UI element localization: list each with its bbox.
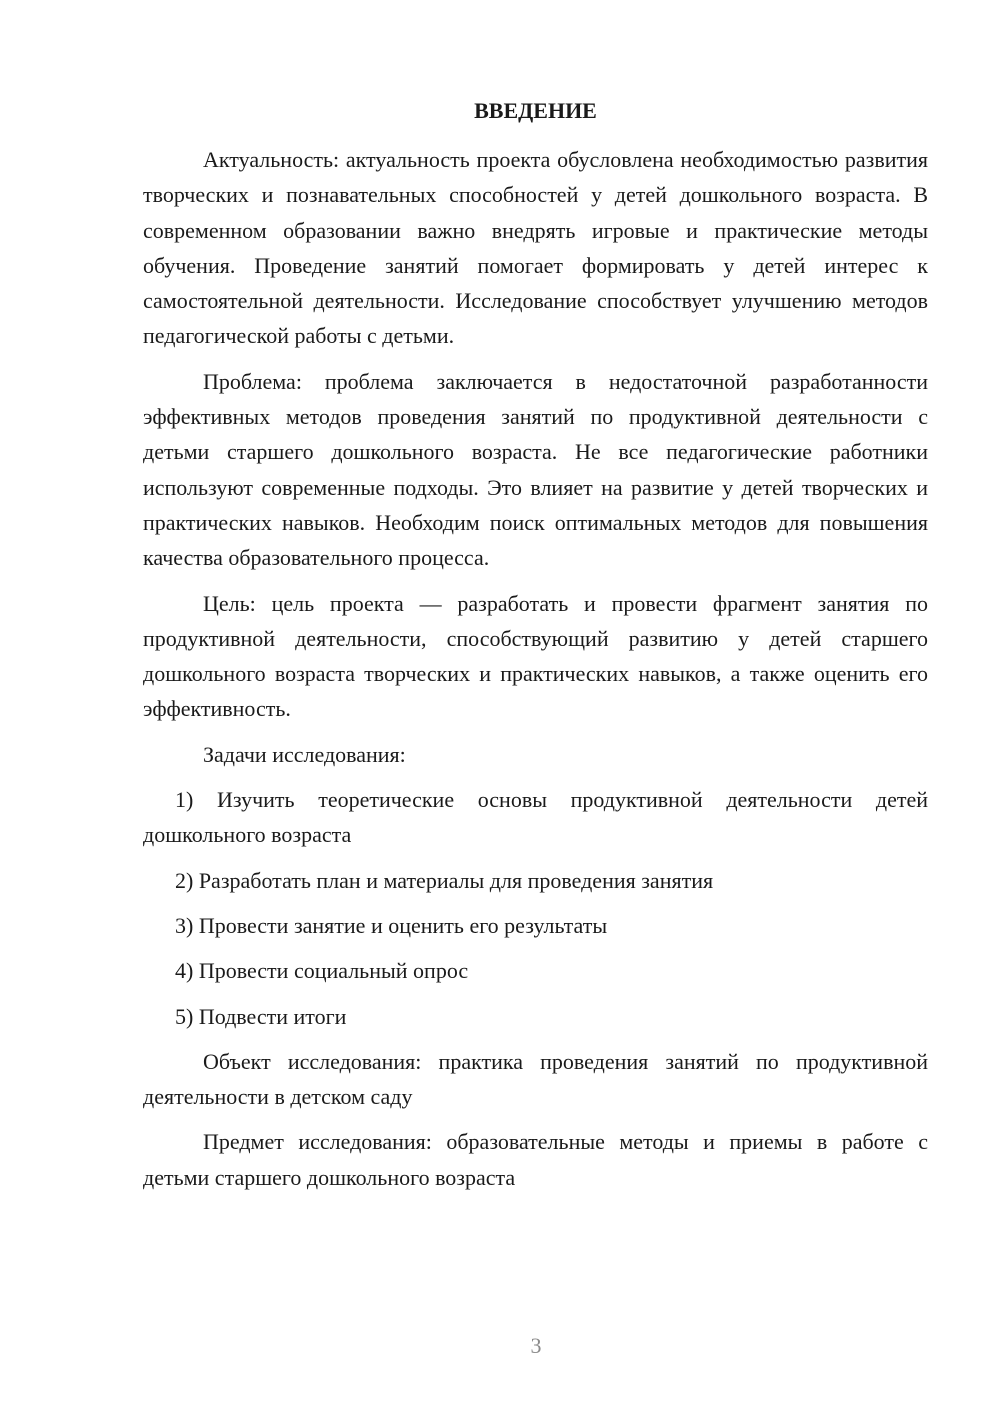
task-item: 3) Провести занятие и оценить его результаты bbox=[175, 912, 608, 938]
task-item: 5) Подвести итоги bbox=[175, 1003, 347, 1029]
task-item: 1) Изучить теоретические основы продуктивной деятельности детей дошкольного возраста bbox=[143, 787, 928, 848]
task-item: 2) Разработать план и материалы для проведения занятия bbox=[175, 867, 714, 893]
tasks-heading: Задачи исследования: bbox=[203, 741, 406, 767]
document-title: ВВЕДЕНИЕ bbox=[474, 98, 597, 123]
problem-paragraph: Проблема: проблема заключается в недостаточной разработанности эффективных методов проведения занятий по продуктивной деятельности с детьми старшего дошкольного возраста. Не все педагогические работники используют современные подходы. Это влияет на развитие у детей творческих и практических навыков. Необходим поиск оптимальных методов для повышения качества образовательного процесса. bbox=[143, 368, 928, 571]
task-item: 4) Провести социальный опрос bbox=[175, 958, 469, 984]
subject-paragraph: Предмет исследования: образовательные методы и приемы в работе с детьми старшего дошкольного возраста bbox=[143, 1129, 928, 1190]
page-number: 3 bbox=[530, 1333, 542, 1358]
object-paragraph: Объект исследования: практика проведения занятий по продуктивной деятельности в детском саду bbox=[143, 1048, 928, 1110]
relevance-paragraph: Актуальность: актуальность проекта обусловлена необходимостью развития творческих и познавательных способностей у детей дошкольного возраста. В современном образовании важно внедрять игровые и практические методы обучения. Проведение занятий помогает формировать у детей интерес к самостоятельной деятельности. Исследование способствует улучшению методов педагогической работы с детьми. bbox=[143, 147, 928, 349]
goal-paragraph: Цель: цель проекта — разработать и провести фрагмент занятия по продуктивной деятельности, способствующий развитию у детей старшего дошкольного возраста творческих и практических навыков, а также оценить его эффективность. bbox=[143, 590, 928, 722]
document-page bbox=[143, 96, 928, 1195]
